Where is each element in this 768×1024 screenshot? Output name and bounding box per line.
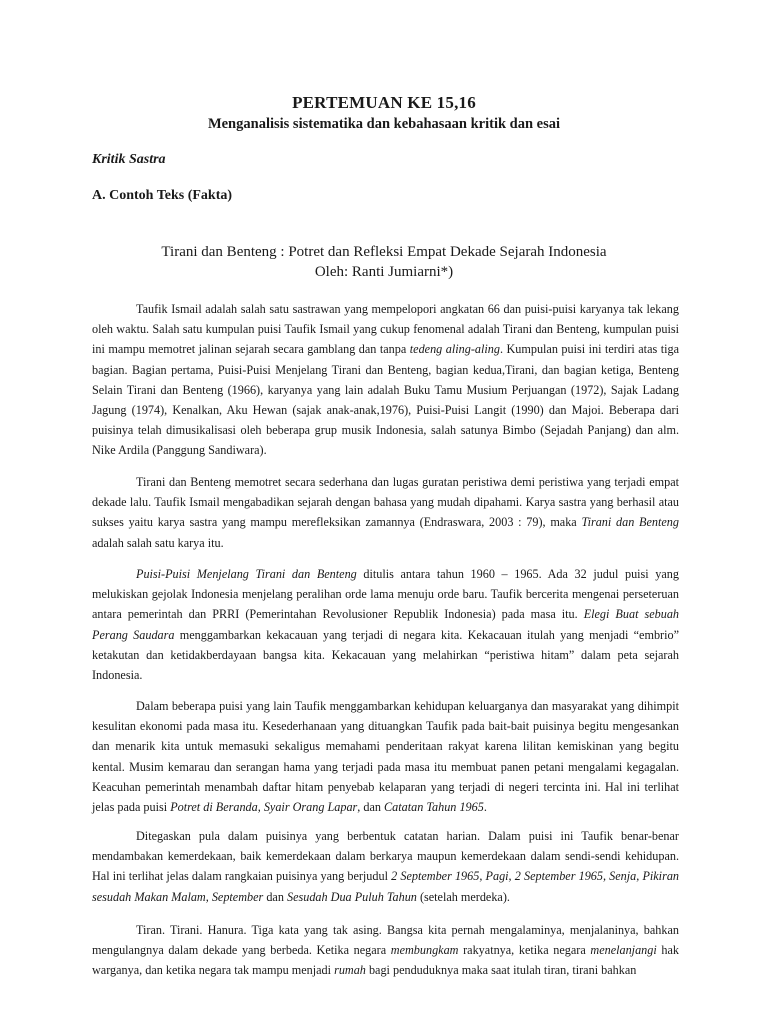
article-title: Tirani dan Benteng : Potret dan Refleksi Empat Dekade Sejarah Indonesia bbox=[161, 244, 607, 260]
italic-run: Catatan Tahun 1965 bbox=[384, 800, 484, 815]
text-run: Dalam beberapa puisi yang lain Taufik menggambarkan kehidupan keluarganya dan masyarakat yang dihimpit kesulitan ekonomi pada masa itu. Kesederhanaan yang dituangkan Taufik pada bait-bait puisinya begitu mengesankan dan menarik kita untuk memasuki sekaligus memahami penderitaan rakyat karena lilitan kemiskinan yang begitu kental. Musim kemarau dan serangan hama yang terjadi pada masa itu membuat panen petani mengalami kegagalan. Keacuhan pemerintah menambah daftar hitam penyebab kelaparan yang terjadi di negeri tercinta ini. Hal ini terlihat jelas pada puisi bbox=[92, 699, 679, 815]
text-run: adalah salah satu karya itu. bbox=[92, 535, 224, 550]
italic-run: 2 September 1965, Pagi, 2 September 1965, Senja, Pikiran sesudah Makan Malam, September bbox=[92, 869, 680, 904]
italic-run: rumah bbox=[334, 963, 366, 978]
text-run: Tirani dan Benteng memotret secara sederhana dan lugas guratan peristiwa demi peristiwa yang terjadi empat dekade lalu. Taufik Ismail mengabadikan sejarah dengan bahasa yang mudah dipahami. Karya sastra yang berhasil atau sukses yaitu karya sastra yang mampu merefleksikan zamannya (Endraswara, 2003 : 79), maka bbox=[92, 475, 679, 530]
text-run: Taufik Ismail adalah salah satu sastrawan yang mempelopori angkatan 66 dan puisi-puisi karyanya tak lekang oleh waktu. Salah satu kumpulan puisi Taufik Ismail yang cukup fenomenal adalah Tirani dan Benteng, kumpulan puisi ini mampu memotret jalinan sejarah secara gamblang dan tanpa bbox=[92, 302, 679, 357]
text-run: Ditegaskan pula dalam puisinya yang berbentuk catatan harian. Dalam puisi ini Taufik benar-benar mendambakan kemerdekaan, baik kemerdekaan dalam berkarya maupun kemerdekaan dalam sendi-sendi kehidupan. Hal ini terlihat jelas dalam rangkaian puisinya yang berjudul bbox=[92, 829, 679, 884]
text-run: . bbox=[483, 800, 487, 815]
text-run: (setelah merdeka). bbox=[416, 889, 510, 904]
article-author: Oleh: Ranti Jumiarni*) bbox=[314, 264, 454, 280]
italic-run: Elegi Buat sebuah Perang Saudara bbox=[92, 607, 680, 642]
italic-run: membungkam bbox=[390, 943, 459, 958]
text-run: dan bbox=[263, 889, 287, 904]
paragraph-5 bbox=[92, 826, 679, 907]
paragraph-4 bbox=[92, 696, 679, 817]
section-heading-contoh: A. Contoh Teks (Fakta) bbox=[92, 188, 233, 203]
section-heading-kritik: Kritik Sastra bbox=[92, 152, 166, 167]
text-run: bagi penduduknya maka saat itulah tiran, tirani bahkan bbox=[365, 963, 637, 978]
italic-run: tedeng aling-aling bbox=[409, 342, 500, 357]
paragraph-6 bbox=[92, 920, 679, 981]
page-subtitle: Menganalisis sistematika dan kebahasaan kritik dan esai bbox=[207, 116, 561, 132]
paragraph-2 bbox=[92, 472, 679, 553]
italic-run: Potret di Beranda, Syair Orang Lapar bbox=[170, 800, 358, 815]
text-run: ditulis antara tahun 1960 – 1965. Ada 32 judul puisi yang melukiskan gejolak Indonesia menjelang peralihan orde lama menuju orde baru. Taufik bercerita mengenai perseteruan antara pemerintah dan PRRI (Pemerintahan Revolusioner Republik Indonesia) pada masa itu. bbox=[92, 567, 679, 622]
page-title: PERTEMUAN KE 15,16 bbox=[292, 93, 476, 112]
italic-run: Tirani dan Benteng bbox=[581, 515, 679, 530]
text-run: Tiran. Tirani. Hanura. Tiga kata yang tak asing. Bangsa kita pernah mengalaminya, menjalaninya, bahkan mengulangnya dalam dekade yang berbeda. Ketika negara bbox=[92, 923, 679, 958]
text-run: , dan bbox=[357, 800, 385, 815]
italic-run: Sesudah Dua Puluh Tahun bbox=[286, 889, 417, 904]
italic-run: menelanjangi bbox=[590, 943, 657, 958]
text-run: . Kumpulan puisi ini terdiri atas tiga bagian. Bagian pertama, Puisi-Puisi Menjelang Tirani dan Benteng, bagian kedua,Tirani, dan bagian ketiga, Benteng Selain Tirani dan Benteng (1966), karyanya yang lain adalah Buku Tamu Musium Perjuangan (1972), Sajak Ladang Jagung (1974), Kenalkan, Aku Hewan (sajak anak-anak,1976), Puisi-Puisi Langit (1990) dan Majoi. Beberapa dari puisinya telah dimusikalisasi oleh beberapa grup musik Indonesia, salah satunya Bimbo (Sejadah Panjang) dan alm. Nike Ardila (Panggung Sandiwara). bbox=[92, 342, 679, 458]
text-run: hak warganya, dan ketika negara tak mampu menjadi bbox=[92, 943, 679, 978]
text-run: rakyatnya, ketika negara bbox=[458, 943, 591, 958]
paragraph-1 bbox=[92, 299, 679, 461]
paragraph-3 bbox=[92, 564, 679, 685]
italic-run: Puisi-Puisi Menjelang Tirani dan Benteng bbox=[136, 567, 357, 581]
text-run: menggambarkan kekacauan yang terjadi di negara kita. Kekacauan itulah yang menjadi “embrio” ketakutan dan ketidakberdayaan bangsa kita. Kekacauan yang melahirkan “peristiwa hitam” dalam peta sejarah Indonesia. bbox=[92, 627, 679, 683]
